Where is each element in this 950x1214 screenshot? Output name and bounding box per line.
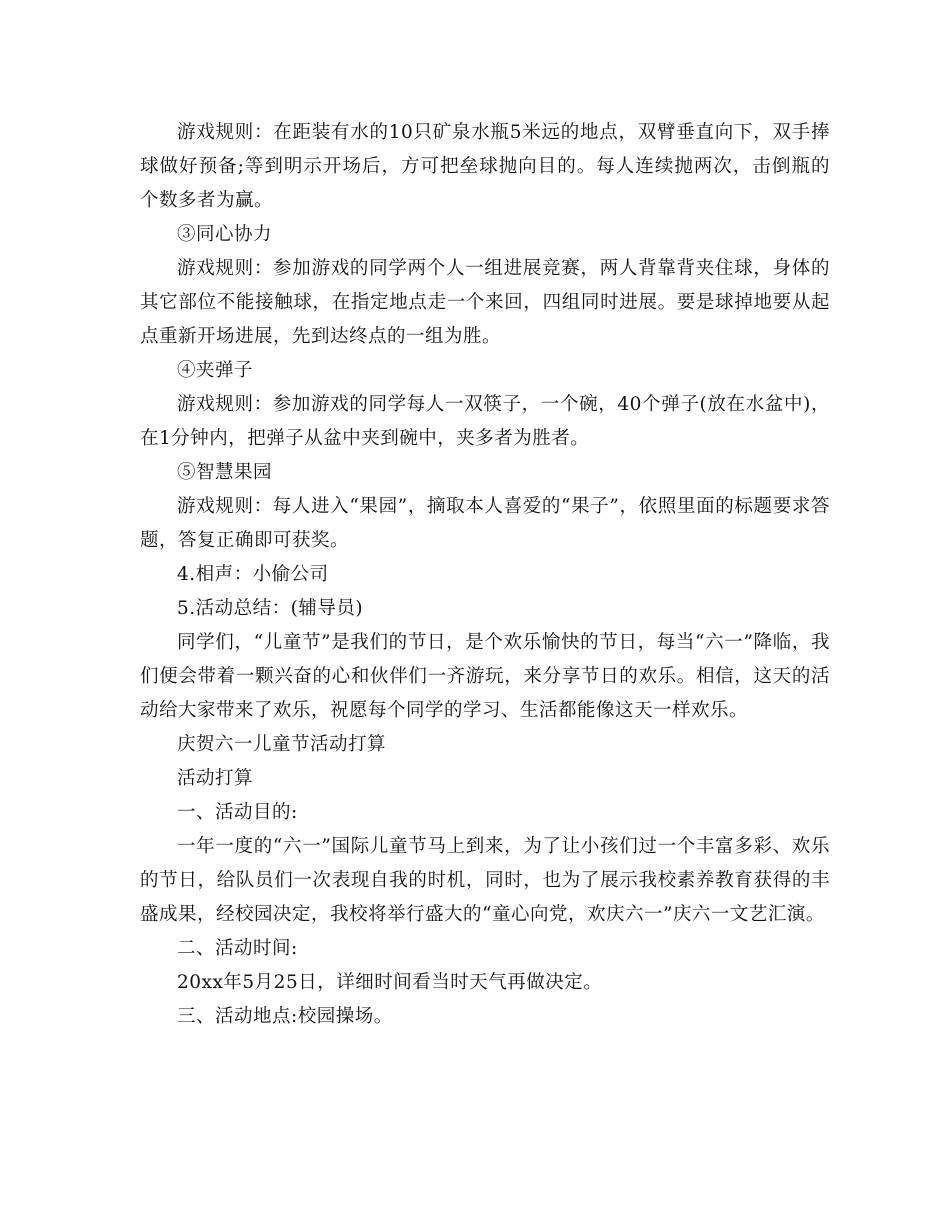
heading-time: 二、活动时间: bbox=[177, 938, 298, 959]
heading-location: 三、活动地点:校园操场。 bbox=[177, 1006, 393, 1027]
paragraph-rule-bottle-throw: 游戏规则：在距装有水的10只矿泉水瓶5米远的地点，双臂垂直向下，双手捧球做好预备;等到明示开场后，方可把垒球抛向目的。每人连续抛两次，击倒瓶的个数多者为赢。 bbox=[140, 122, 830, 211]
heading-purpose: 一、活动目的: bbox=[177, 802, 298, 823]
paragraph-rule-marbles: 游戏规则：参加游戏的同学每人一双筷子，一个碗，40个弹子(放在水盆中)，在1分钟内，把弹子从盆中夹到碗中，夹多者为胜者。 bbox=[140, 394, 830, 449]
item-summary: 5.活动总结：(辅导员) bbox=[177, 598, 364, 619]
item-heading-marbles: ④夹弹子 bbox=[177, 360, 254, 381]
document-body bbox=[140, 116, 830, 1034]
section-subtitle: 活动打算 bbox=[177, 768, 254, 789]
paragraph-rule-orchard: 游戏规则：每人进入“果园”，摘取本人喜爱的“果子”，依照里面的标题要求答题，答复正确即可获奖。 bbox=[140, 496, 830, 551]
paragraph-time: 20xx年5月25日，详细时间看当时天气再做决定。 bbox=[177, 972, 603, 993]
item-heading-teamwork: ③同心协力 bbox=[177, 224, 273, 245]
paragraph-purpose: 一年一度的“六一”国际儿童节马上到来，为了让小孩们过一个丰富多彩、欢乐的节日，给队员们一次表现自我的时机，同时，也为了展示我校素养教育获得的丰盛成果，经校园决定，我校将举行盛大的“童心向党，欢庆六一”庆六一文艺汇演。 bbox=[140, 836, 830, 925]
item-heading-orchard: ⑤智慧果园 bbox=[177, 462, 273, 483]
item-crosstalk: 4.相声：小偷公司 bbox=[177, 564, 329, 585]
section-title: 庆贺六一儿童节活动打算 bbox=[177, 734, 387, 755]
paragraph-rule-teamwork: 游戏规则：参加游戏的同学两个人一组进展竞赛，两人背靠背夹住球，身体的其它部位不能接触球，在指定地点走一个来回，四组同时进展。要是球掉地要从起点重新开场进展，先到达终点的一组为胜。 bbox=[140, 258, 830, 347]
paragraph-summary: 同学们，“儿童节”是我们的节日，是个欢乐愉快的节日，每当“六一”降临，我们便会带着一颗兴奋的心和伙伴们一齐游玩，来分享节日的欢乐。相信，这天的活动给大家带来了欢乐，祝愿每个同学的学习、生活都能像这天一样欢乐。 bbox=[140, 632, 830, 721]
